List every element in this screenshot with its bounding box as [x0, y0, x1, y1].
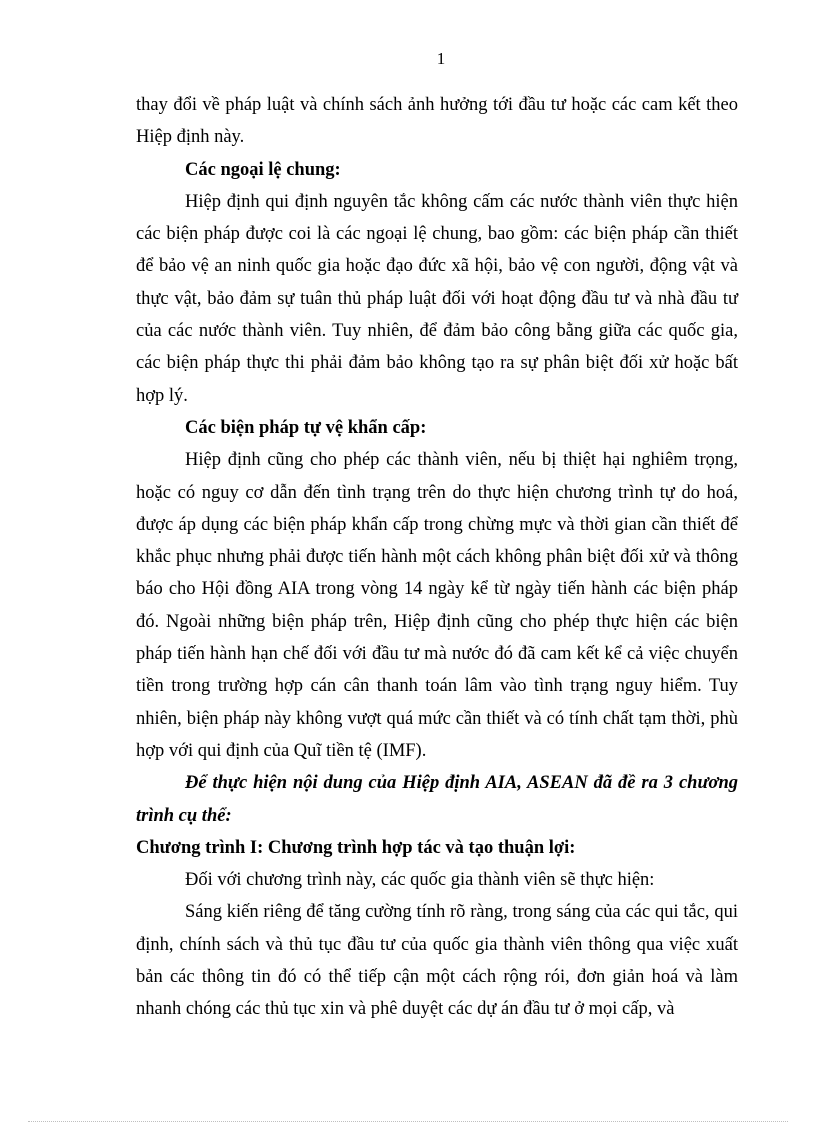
heading-program-one: Chương trình I: Chương trình hợp tác và tạo thuận lợi:: [136, 837, 576, 858]
heading-emergency-safeguards: Các biện pháp tự vệ khẩn cấp:: [185, 417, 427, 438]
paragraph-general-exceptions: Hiệp định qui định nguyên tắc không cấm các nước thành viên thực hiện các biện pháp được coi là các ngoại lệ chung, bao gồm: các biện pháp cần thiết để bảo vệ an ninh quốc gia hoặc đạo đức xã hội, bảo vệ con người, động vật và thực vật, bảo đảm sự tuân thủ pháp luật đối với hoạt động đầu tư và nhà đầu tư của các nước thành viên. Tuy nhiên, để đảm bảo công bằng giữa các quốc gia, các biện pháp thực thi phải đảm bảo không tạo ra sự phân biệt đối xử hoặc bất hợp lý.: [136, 191, 738, 406]
paragraph-continuation: thay đổi về pháp luật và chính sách ảnh hưởng tới đầu tư hoặc các cam kết theo Hiệp định này.: [136, 95, 738, 148]
heading-programs-intro: Để thực hiện nội dung của Hiệp định AIA, ASEAN đã đề ra 3 chương trình cụ thể:: [136, 773, 738, 826]
paragraph-initiative: Sáng kiến riêng để tăng cường tính rõ ràng, trong sáng của các qui tắc, qui định, chính sách và thủ tục đầu tư của quốc gia thành viên thông qua việc xuất bản các thông tin đó có thể tiếp cận một cách rộng rói, đơn giản hoá và làm nhanh chóng các thủ tục xin và phê duyệt các dự án đầu tư ở mọi cấp, và: [136, 902, 738, 1020]
page-number: 1: [436, 49, 446, 68]
heading-general-exceptions: Các ngoại lệ chung:: [185, 159, 341, 180]
page-divider: [28, 1121, 788, 1122]
paragraph-emergency-safeguards: Hiệp định cũng cho phép các thành viên, nếu bị thiệt hại nghiêm trọng, hoặc có nguy cơ dẫn đến tình trạng trên do thực hiện chương trình tự do hoá, được áp dụng các biện pháp khẩn cấp trong chừng mực và thời gian cần thiết để khắc phục nhưng phải được tiến hành một cách không phân biệt đối xử và thông báo cho Hội đồng AIA trong vòng 14 ngày kể từ ngày tiến hành các biện pháp đó. Ngoài những biện pháp trên, Hiệp định cũng cho phép thực hiện các biện pháp tiến hành hạn chế đối với đầu tư mà nước đó đã cam kết kể cả việc chuyển tiền trong trường hợp cán cân thanh toán lâm vào tình trạng nguy hiểm. Tuy nhiên, biện pháp này không vượt quá mức cần thiết và có tính chất tạm thời, phù hợp với qui định của Quĩ tiền tệ (IMF).: [136, 450, 738, 761]
paragraph-program-one-intro: Đối với chương trình này, các quốc gia thành viên sẽ thực hiện:: [185, 870, 655, 891]
document-body: [136, 89, 738, 1026]
